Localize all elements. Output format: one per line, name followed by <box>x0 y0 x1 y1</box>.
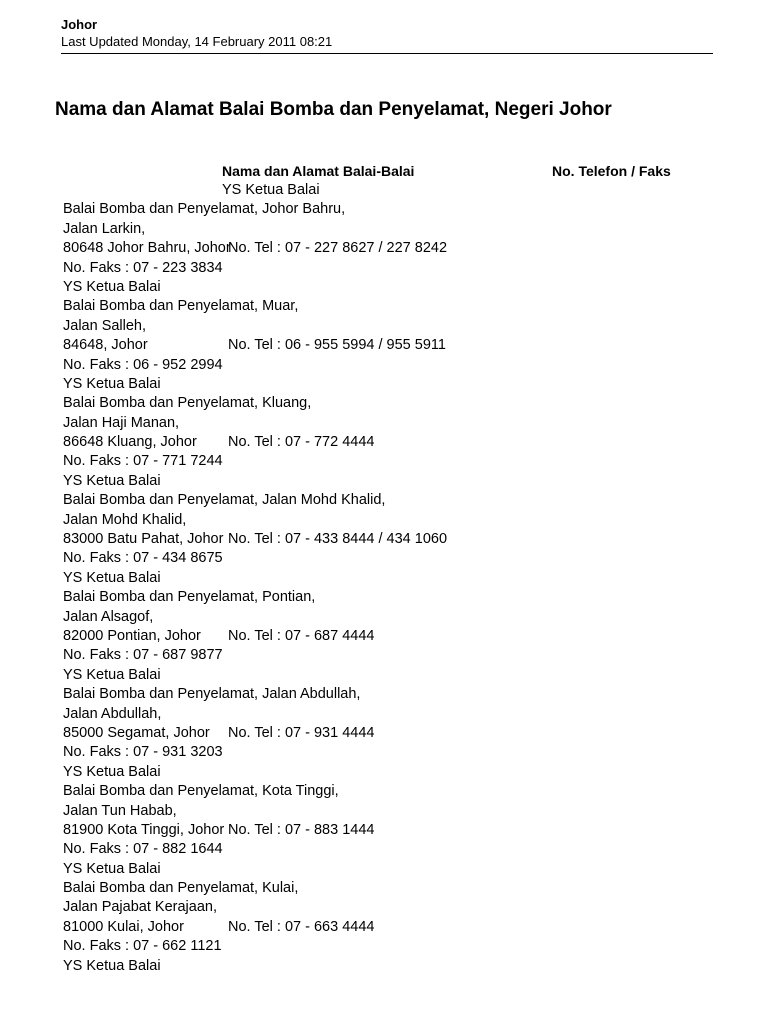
station-officer <box>0 375 768 394</box>
station-officer-text: YS Ketua Balai <box>222 182 320 198</box>
station-street-text: Jalan Tun Habab, <box>63 802 177 819</box>
station-postcode-text: 80648 Johor Bahru, Johor <box>63 240 231 257</box>
last-updated: Last Updated Monday, 14 February 2011 08:21 <box>61 34 333 49</box>
station-street <box>0 220 768 239</box>
station-fax-text: No. Faks : 07 - 434 8675 <box>63 550 223 567</box>
trailing-officer <box>0 957 768 976</box>
station-street-text: Jalan Larkin, <box>63 220 146 237</box>
station-officer <box>0 278 768 297</box>
station-officer <box>0 763 768 782</box>
station-postcode <box>0 336 768 355</box>
station-name-text: Balai Bomba dan Penyelamat, Jalan Abdullah, <box>63 686 361 703</box>
station-tel: No. Tel : 07 - 687 4444 <box>228 627 375 644</box>
station-fax-text: No. Faks : 07 - 771 7244 <box>63 453 223 470</box>
station-postcode-text: 83000 Batu Pahat, Johor <box>63 531 224 548</box>
station-tel: No. Tel : 07 - 931 4444 <box>228 724 375 741</box>
station-officer <box>0 569 768 588</box>
station-fax-text: No. Faks : 07 - 223 3834 <box>63 259 223 276</box>
station-name <box>0 782 768 801</box>
column-header-phone-fax: No. Telefon / Faks <box>552 163 671 179</box>
station-list <box>0 181 768 976</box>
station-name <box>0 200 768 219</box>
station-postcode <box>0 821 768 840</box>
station-officer-text: YS Ketua Balai <box>63 278 161 295</box>
station-name <box>0 394 768 413</box>
station-officer-text: YS Ketua Balai <box>63 375 161 392</box>
station-street <box>0 608 768 627</box>
station-name <box>0 491 768 510</box>
station-fax-text: No. Faks : 07 - 931 3203 <box>63 744 223 761</box>
station-street-text: Jalan Salleh, <box>63 317 147 334</box>
station-tel: No. Tel : 07 - 772 4444 <box>228 434 375 451</box>
station-fax <box>0 259 768 278</box>
station-fax <box>0 937 768 956</box>
station-postcode-text: 81000 Kulai, Johor <box>63 918 184 935</box>
station-officer-text: YS Ketua Balai <box>63 569 161 586</box>
station-postcode <box>0 724 768 743</box>
station-officer-text: YS Ketua Balai <box>63 666 161 683</box>
station-officer <box>0 472 768 491</box>
station-street-text: Jalan Abdullah, <box>63 705 162 722</box>
station-postcode-text: 85000 Segamat, Johor <box>63 724 210 741</box>
station-tel: No. Tel : 07 - 227 8627 / 227 8242 <box>228 240 448 257</box>
station-name <box>0 588 768 607</box>
station-name <box>0 297 768 316</box>
station-street-text: Jalan Haji Manan, <box>63 414 180 431</box>
station-name <box>0 879 768 898</box>
station-postcode <box>0 239 768 258</box>
column-header-name-address: Nama dan Alamat Balai-Balai <box>222 163 415 179</box>
station-postcode <box>0 627 768 646</box>
header-divider <box>61 53 713 54</box>
station-fax-text: No. Faks : 06 - 952 2994 <box>63 356 223 373</box>
station-officer-text: YS Ketua Balai <box>63 472 161 489</box>
station-name-text: Balai Bomba dan Penyelamat, Kluang, <box>63 395 312 412</box>
station-street <box>0 898 768 917</box>
station-street <box>0 317 768 336</box>
station-fax <box>0 743 768 762</box>
station-fax <box>0 840 768 859</box>
page-title: Nama dan Alamat Balai Bomba dan Penyelamat, Negeri Johor <box>55 99 612 120</box>
station-fax-text: No. Faks : 07 - 687 9877 <box>63 647 223 664</box>
station-postcode <box>0 918 768 937</box>
station-street <box>0 511 768 530</box>
station-postcode-text: 86648 Kluang, Johor <box>63 434 197 451</box>
station-tel: No. Tel : 07 - 883 1444 <box>228 821 375 838</box>
station-name-text: Balai Bomba dan Penyelamat, Kota Tinggi, <box>63 783 339 800</box>
station-officer <box>0 181 768 200</box>
station-postcode-text: 81900 Kota Tinggi, Johor <box>63 821 225 838</box>
station-name-text: Balai Bomba dan Penyelamat, Kulai, <box>63 880 299 897</box>
station-name-text: Balai Bomba dan Penyelamat, Johor Bahru, <box>63 201 346 218</box>
site-name: Johor <box>61 17 98 32</box>
station-street <box>0 414 768 433</box>
station-fax <box>0 646 768 665</box>
station-fax <box>0 549 768 568</box>
station-fax <box>0 452 768 471</box>
station-name-text: Balai Bomba dan Penyelamat, Muar, <box>63 298 299 315</box>
station-street-text: Jalan Mohd Khalid, <box>63 511 187 528</box>
station-officer-text: YS Ketua Balai <box>63 763 161 780</box>
station-name-text: Balai Bomba dan Penyelamat, Jalan Mohd Khalid, <box>63 492 386 509</box>
station-name-text: Balai Bomba dan Penyelamat, Pontian, <box>63 589 316 606</box>
trailing-officer-text: YS Ketua Balai <box>63 957 161 974</box>
station-postcode-text: 82000 Pontian, Johor <box>63 627 201 644</box>
station-street-text: Jalan Alsagof, <box>63 608 154 625</box>
station-officer <box>0 860 768 879</box>
station-postcode <box>0 530 768 549</box>
station-postcode <box>0 433 768 452</box>
station-fax-text: No. Faks : 07 - 882 1644 <box>63 841 223 858</box>
station-officer <box>0 666 768 685</box>
station-street-text: Jalan Pajabat Kerajaan, <box>63 899 217 916</box>
station-tel: No. Tel : 07 - 433 8444 / 434 1060 <box>228 531 448 548</box>
station-postcode-text: 84648, Johor <box>63 337 148 354</box>
station-street <box>0 802 768 821</box>
station-officer-text: YS Ketua Balai <box>63 860 161 877</box>
station-name <box>0 685 768 704</box>
station-tel: No. Tel : 06 - 955 5994 / 955 5911 <box>228 337 446 354</box>
station-fax-text: No. Faks : 07 - 662 1121 <box>63 938 222 955</box>
station-tel: No. Tel : 07 - 663 4444 <box>228 918 375 935</box>
station-fax <box>0 356 768 375</box>
station-street <box>0 705 768 724</box>
